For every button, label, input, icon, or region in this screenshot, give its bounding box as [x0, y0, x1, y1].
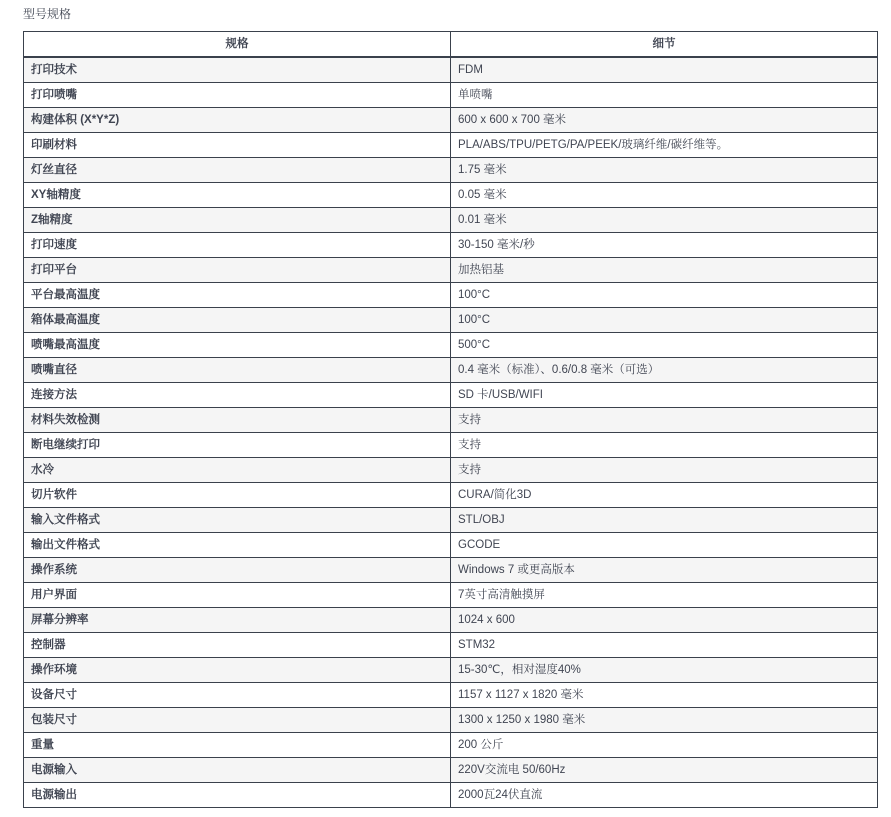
- spec-detail-cell: CURA/简化3D: [451, 483, 878, 508]
- spec-name-cell: 连接方法: [24, 383, 451, 408]
- spec-name-cell: 构建体积 (X*Y*Z): [24, 108, 451, 133]
- spec-detail-cell: 100°C: [451, 283, 878, 308]
- spec-name-cell: 水冷: [24, 458, 451, 483]
- spec-name-cell: 操作系统: [24, 558, 451, 583]
- spec-name-cell: 喷嘴直径: [24, 358, 451, 383]
- spec-name-cell: 操作环境: [24, 658, 451, 683]
- table-row: [24, 458, 878, 483]
- spec-name-cell: 用户界面: [24, 583, 451, 608]
- spec-name-cell: 平台最高温度: [24, 283, 451, 308]
- table-row: [24, 308, 878, 333]
- spec-table-body: [24, 57, 878, 808]
- spec-name-cell: XY轴精度: [24, 183, 451, 208]
- spec-detail-cell: 220V交流电 50/60Hz: [451, 758, 878, 783]
- table-row: [24, 408, 878, 433]
- spec-detail-cell: 单喷嘴: [451, 83, 878, 108]
- table-row: [24, 758, 878, 783]
- spec-detail-cell: PLA/ABS/TPU/PETG/PA/PEEK/玻璃纤维/碳纤维等。: [451, 133, 878, 158]
- spec-name-cell: 箱体最高温度: [24, 308, 451, 333]
- table-row: [24, 683, 878, 708]
- table-row: [24, 533, 878, 558]
- spec-detail-cell: 7英寸高清触摸屏: [451, 583, 878, 608]
- spec-name-cell: 打印技术: [24, 57, 451, 83]
- spec-name-cell: 断电继续打印: [24, 433, 451, 458]
- table-row: [24, 658, 878, 683]
- table-row: [24, 783, 878, 808]
- spec-name-cell: 输入文件格式: [24, 508, 451, 533]
- spec-name-cell: 重量: [24, 733, 451, 758]
- table-row: [24, 333, 878, 358]
- spec-detail-cell: 0.01 毫米: [451, 208, 878, 233]
- table-row: [24, 733, 878, 758]
- spec-detail-cell: GCODE: [451, 533, 878, 558]
- table-row: [24, 508, 878, 533]
- spec-name-cell: 打印平台: [24, 258, 451, 283]
- spec-name-cell: 控制器: [24, 633, 451, 658]
- spec-detail-cell: 30-150 毫米/秒: [451, 233, 878, 258]
- spec-detail-cell: 1300 x 1250 x 1980 毫米: [451, 708, 878, 733]
- table-row: [24, 708, 878, 733]
- table-row: [24, 158, 878, 183]
- col-header-spec: 规格: [24, 32, 451, 58]
- spec-name-cell: 灯丝直径: [24, 158, 451, 183]
- spec-table: [23, 31, 878, 808]
- spec-name-cell: 电源输入: [24, 758, 451, 783]
- page-title: 型号规格: [23, 7, 72, 21]
- spec-name-cell: 输出文件格式: [24, 533, 451, 558]
- table-row: [24, 558, 878, 583]
- spec-name-cell: 喷嘴最高温度: [24, 333, 451, 358]
- table-row: [24, 283, 878, 308]
- table-row: [24, 583, 878, 608]
- table-row: [24, 608, 878, 633]
- table-row: [24, 258, 878, 283]
- table-row: [24, 208, 878, 233]
- table-row: [24, 233, 878, 258]
- table-row: [24, 108, 878, 133]
- table-row: [24, 633, 878, 658]
- table-row: [24, 57, 878, 83]
- spec-detail-cell: 加热铝基: [451, 258, 878, 283]
- spec-detail-cell: 支持: [451, 458, 878, 483]
- spec-name-cell: 切片软件: [24, 483, 451, 508]
- spec-detail-cell: 600 x 600 x 700 毫米: [451, 108, 878, 133]
- spec-detail-cell: 1024 x 600: [451, 608, 878, 633]
- spec-detail-cell: SD 卡/USB/WIFI: [451, 383, 878, 408]
- spec-detail-cell: 1.75 毫米: [451, 158, 878, 183]
- spec-name-cell: 屏幕分辨率: [24, 608, 451, 633]
- spec-detail-cell: 15-30℃，相对湿度40%: [451, 658, 878, 683]
- table-row: [24, 483, 878, 508]
- spec-detail-cell: Windows 7 或更高版本: [451, 558, 878, 583]
- spec-name-cell: 打印速度: [24, 233, 451, 258]
- spec-detail-cell: 0.4 毫米（标准）、0.6/0.8 毫米（可选）: [451, 358, 878, 383]
- spec-table-header: [24, 32, 878, 58]
- spec-name-cell: 材料失效检测: [24, 408, 451, 433]
- spec-detail-cell: 2000瓦24伏直流: [451, 783, 878, 808]
- spec-detail-cell: 0.05 毫米: [451, 183, 878, 208]
- table-row: [24, 83, 878, 108]
- spec-name-cell: 设备尺寸: [24, 683, 451, 708]
- header-row: [24, 32, 878, 58]
- spec-detail-cell: 1157 x 1127 x 1820 毫米: [451, 683, 878, 708]
- spec-detail-cell: 100°C: [451, 308, 878, 333]
- table-row: [24, 358, 878, 383]
- table-row: [24, 183, 878, 208]
- spec-detail-cell: 支持: [451, 408, 878, 433]
- table-row: [24, 133, 878, 158]
- spec-detail-cell: 500°C: [451, 333, 878, 358]
- table-row: [24, 433, 878, 458]
- table-row: [24, 383, 878, 408]
- spec-name-cell: 包装尺寸: [24, 708, 451, 733]
- spec-name-cell: Z轴精度: [24, 208, 451, 233]
- spec-detail-cell: STM32: [451, 633, 878, 658]
- spec-name-cell: 打印喷嘴: [24, 83, 451, 108]
- spec-detail-cell: 支持: [451, 433, 878, 458]
- spec-name-cell: 电源输出: [24, 783, 451, 808]
- spec-detail-cell: 200 公斤: [451, 733, 878, 758]
- spec-name-cell: 印刷材料: [24, 133, 451, 158]
- spec-detail-cell: FDM: [451, 57, 878, 83]
- col-header-detail: 细节: [451, 32, 878, 58]
- spec-detail-cell: STL/OBJ: [451, 508, 878, 533]
